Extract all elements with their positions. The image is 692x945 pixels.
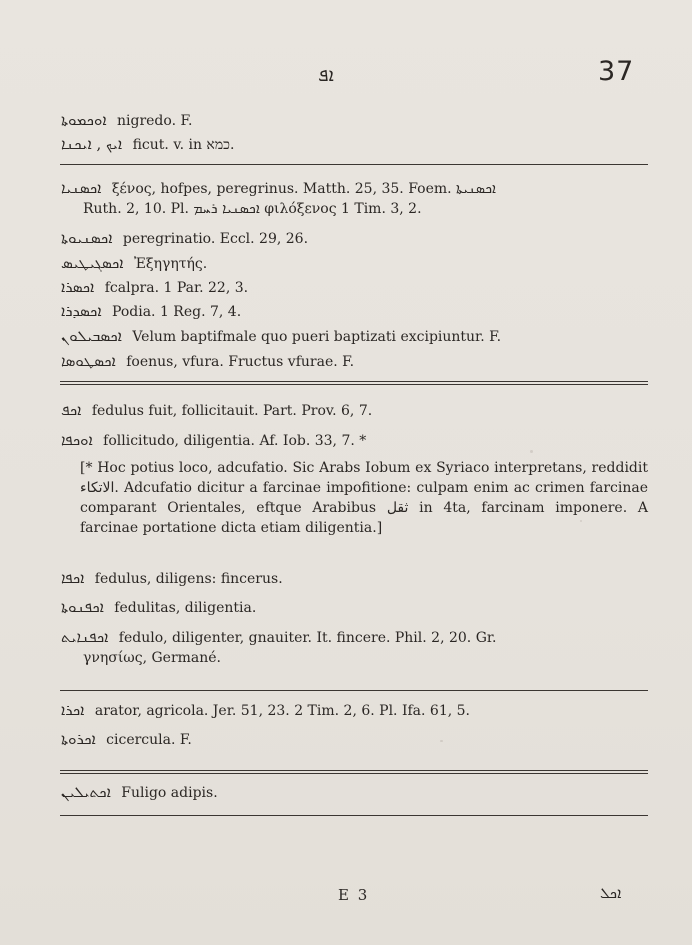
dictionary-entry	[61, 110, 651, 131]
entry-text: ficut. v. in כמא.	[132, 137, 235, 153]
syriac-headword: ܐܟܣܕܪܐ	[61, 302, 102, 320]
entry-text: Ἐξηγητής.	[133, 256, 208, 272]
signature-mark: E 3	[338, 886, 370, 904]
entry-text: fcalpra. 1 Par. 22, 3.	[104, 280, 249, 296]
entry-text: fedulus fuit, follicitauit. Part. Prov. 6, 7.	[91, 403, 373, 419]
dictionary-entry	[61, 568, 651, 589]
page-number: 37	[598, 56, 635, 87]
running-head-syriac: ܐܦ	[318, 64, 334, 86]
dictionary-entry	[61, 400, 651, 421]
syriac-headword: ܐܟܬܝܠܝܢ	[61, 783, 111, 801]
entry-text: Fuligo adipis.	[121, 785, 218, 801]
dictionary-entry	[61, 700, 651, 721]
section-divider	[60, 164, 648, 165]
syriac-headword: ܐܟܦ	[61, 401, 82, 419]
syriac-headword: ܐܟܪܐ	[61, 701, 85, 719]
syriac-headword: ܐܘܟܡܘܬܐ	[61, 111, 107, 129]
entry-text: foenus, vfura. Fructus vfurae. F.	[126, 354, 355, 370]
entry-text: arator, agricola. Jer. 51, 23. 2 Tim. 2, 6. Pl. Ifa. 61, 5.	[94, 703, 470, 719]
entry-text: Velum baptifmale quo pueri baptizati excipiuntur. F.	[132, 329, 502, 345]
entry-text: fedulo, diligenter, gnauiter. It. fincere. Phil. 2, 20. Gr.	[118, 630, 497, 646]
section-divider	[60, 770, 648, 771]
dictionary-entry	[61, 326, 651, 347]
entry-continuation: γνησίως, Germané.	[83, 650, 222, 666]
syriac-headword: ܐܟܦܢܘܬܐ	[61, 598, 104, 616]
section-divider	[60, 815, 648, 816]
dictionary-entry	[61, 134, 651, 155]
entry-text: fedulitas, diligentia.	[114, 600, 257, 616]
syriac-headword: ܐܘܟܦܐ	[61, 431, 93, 449]
syriac-headword: ܐܟܣܓܝܛܝܣ	[61, 254, 124, 272]
syriac-headword: ܐܟܣܪܐ	[61, 278, 95, 296]
dictionary-entry	[61, 782, 651, 803]
entry-text: nigredo. F.	[117, 113, 193, 129]
syriac-headword: ܐܟܦܢܐܝܬ	[61, 628, 109, 646]
section-divider	[60, 381, 648, 382]
dictionary-entry	[61, 627, 651, 668]
paper-speck	[580, 520, 582, 522]
dictionary-entry	[61, 277, 651, 298]
entry-text: ξένος, hofpes, peregrinus. Matth. 25, 35. Foem. ܐܟܣܢܝܬܐ	[111, 181, 496, 197]
syriac-headword: ܐܟܣܢܝܘܬܐ	[61, 229, 113, 247]
syriac-headword: ܐܟܪܘܬܐ	[61, 730, 96, 748]
dictionary-entry	[61, 430, 651, 451]
entry-text: fedulus, diligens: fincerus.	[94, 571, 283, 587]
paper-speck	[440, 740, 443, 742]
entry-text: peregrinatio. Eccl. 29, 26.	[122, 231, 309, 247]
syriac-headword: ܐܟܣܛܘܣܐ	[61, 352, 116, 370]
dictionary-entry	[61, 253, 651, 274]
dictionary-entry	[61, 301, 651, 322]
entry-continuation: Ruth. 2, 10. Pl. ܐܟܣܢܝܐ ܪܚܡ φιλόξενος 1 Tim. 3, 2.	[83, 201, 422, 217]
section-divider	[60, 690, 648, 691]
catchword: ܐܟܠ	[600, 884, 622, 902]
syriac-headword: ܐܝܟ , ܐܝܟܢܐ	[61, 135, 123, 153]
dictionary-entry	[61, 178, 651, 219]
dictionary-entry	[61, 228, 651, 249]
footnote-paragraph: [* Hoc potius loco, adcufatio. Sic Arabs Iobum ex Syriaco interpretans, reddidit الاتكاء. Adcufatio dicitur a farcinae impofitione: culpam enim ac crimen farcinae comparant Orientales, eftque Arabibus ثقل in 4ta, farcinam imponere. A farcinae portatione dicta etiam diligentia.]	[80, 460, 648, 536]
syriac-headword: ܐܟܣܢܝܐ	[61, 179, 102, 197]
entry-text: cicercula. F.	[106, 732, 192, 748]
syriac-headword: ܐܟܣܒܝܠܘܢ	[61, 327, 122, 345]
entry-text: Podia. 1 Reg. 7, 4.	[111, 304, 242, 320]
entry-text: follicitudo, diligentia. Af. Iob. 33, 7. *	[103, 433, 367, 449]
dictionary-entry	[61, 729, 651, 750]
dictionary-entry	[61, 351, 651, 372]
paper-speck	[530, 450, 533, 453]
dictionary-entry	[61, 597, 651, 618]
syriac-headword: ܐܟܦܐ	[61, 569, 85, 587]
